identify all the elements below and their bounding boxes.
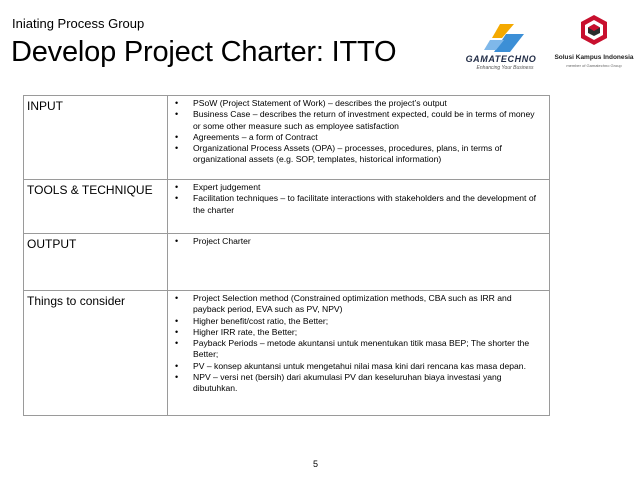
list-item: • Project Charter (174, 236, 543, 247)
list-item: • Higher benefit/cost ratio, the Better; (174, 316, 543, 327)
slide-subtitle: Iniating Process Group (12, 16, 145, 31)
row-items (168, 96, 550, 180)
gamatechno-wordmark: GAMATECHNO (465, 54, 537, 64)
row-items (168, 291, 550, 416)
table-row-output (24, 234, 550, 291)
gamatechno-logo-mark (480, 22, 526, 54)
row-label: Things to consider (24, 291, 168, 416)
table-row-tools (24, 180, 550, 234)
solusi-kampus-logo-mark (579, 14, 609, 52)
list-item: • PV – konsep akuntansi untuk mengetahui nilai masa kini dari rencana kas masa depan. (174, 361, 543, 372)
itto-table (23, 95, 550, 416)
row-label: OUTPUT (24, 234, 168, 291)
list-item: • Facilitation techniques – to facilitate interactions with stakeholders and the development of the charter (174, 193, 543, 216)
list-item: • Expert judgement (174, 182, 543, 193)
list-item: • Higher IRR rate, the Better; (174, 327, 543, 338)
table-row-input (24, 96, 550, 180)
list-item: • Organizational Process Assets (OPA) – processes, procedures, plans, in terms of organizational assets (e.g. SOP, templates, historical information) (174, 143, 543, 166)
list-item: • NPV – versi net (bersih) dari akumulasi PV dan keseluruhan biaya investasi yang dibutuhkan. (174, 372, 543, 395)
list-item: • Project Selection method (Constrained optimization methods, CBA such as IRR and payback period, EVA such as PV, NPV) (174, 293, 543, 316)
page-number: 5 (313, 459, 319, 469)
solusi-kampus-wordmark: Solusi Kampus Indonesia (554, 54, 634, 61)
list-item: • Payback Periods – metode akuntansi untuk menentukan titik masa BEP; The shorter the Better; (174, 338, 543, 361)
list-item: • PSoW (Project Statement of Work) – describes the project’s output (174, 98, 543, 109)
table-row-things-to-consider (24, 291, 550, 416)
slide-title: Develop Project Charter: ITTO (11, 36, 397, 68)
row-items (168, 234, 550, 291)
solusi-kampus-subtitle: member of Gamatechno Group (566, 63, 622, 68)
row-items (168, 180, 550, 234)
gamatechno-logo (450, 22, 550, 72)
row-label: TOOLS & TECHNIQUE (24, 180, 168, 234)
list-item: • Business Case – describes the return of investment expected, could be in terms of money or some other measure such as employee satisfaction (174, 109, 543, 132)
gamatechno-tagline: Enhancing Your Business (476, 65, 534, 71)
row-label: INPUT (24, 96, 168, 180)
solusi-kampus-logo (553, 14, 635, 76)
list-item: • Agreements – a form of Contract (174, 132, 543, 143)
